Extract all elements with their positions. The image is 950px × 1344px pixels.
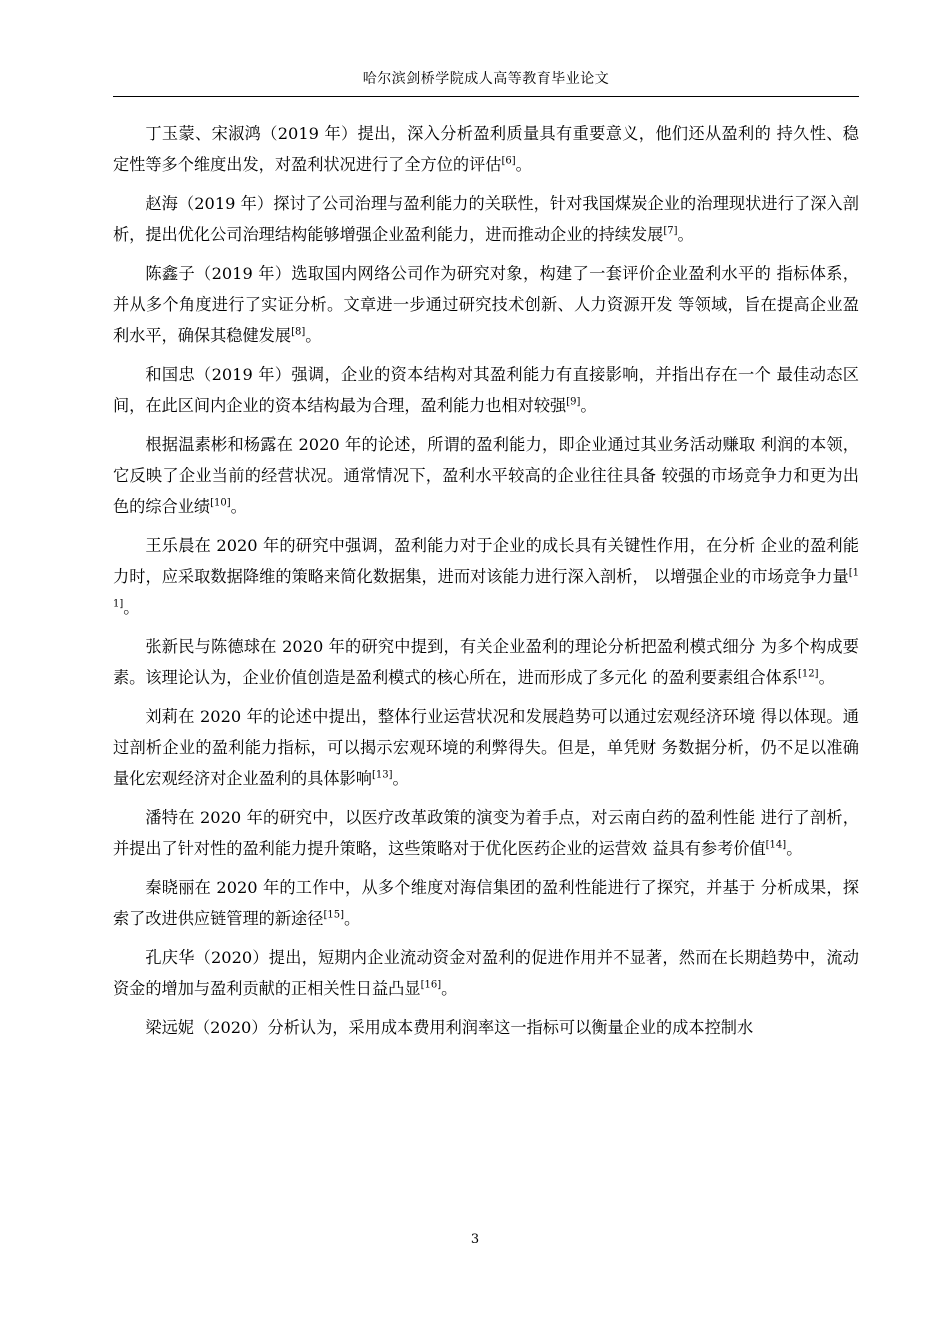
paragraph: 陈鑫子（2019 年）选取国内网络公司作为研究对象，构建了一套评价企业盈利水平的 指标体系，并从多个角度进行了实证分析。文章进一步通过研究技术创新、人力资源开发 等领域，旨在提高企业盈利水平，确保其稳健发展[8]。 <box>113 264 859 345</box>
paragraph: 梁远妮（2020）分析认为，采用成本费用利润率这一指标可以衡量企业的成本控制水 <box>145 1018 754 1037</box>
paragraph: 和国忠（2019 年）强调，企业的资本结构对其盈利能力有直接影响，并指出存在一个 最佳动态区间，在此区间内企业的资本结构最为合理，盈利能力也相对较强[9]。 <box>113 365 859 415</box>
paragraph: 根据温素彬和杨露在 2020 年的论述，所谓的盈利能力，即企业通过其业务活动赚取 利润的本领，它反映了企业当前的经营状况。通常情况下，盈利水平较高的企业往往具备 较强的市场竞争力和更为出色的综合业绩[10]。 <box>113 435 859 516</box>
paragraph: 张新民与陈德球在 2020 年的研究中提到，有关企业盈利的理论分析把盈利模式细分 为多个构成要素。该理论认为，企业价值创造是盈利模式的核心所在，进而形成了多元化 的盈利要素组合体系[12]。 <box>113 637 859 687</box>
citation-ref: [15] <box>323 909 344 921</box>
citation-ref: [6] <box>501 155 516 167</box>
citation-ref: [13] <box>372 769 393 781</box>
running-header: 哈尔滨剑桥学院成人高等教育毕业论文 <box>362 71 610 87</box>
paragraph: 赵海（2019 年）探讨了公司治理与盈利能力的关联性，针对我国煤炭企业的治理现状进行了深入剖析，提出优化公司治理结构能够增强企业盈利能力，进而推动企业的持续发展[7]。 <box>113 194 859 244</box>
citation-ref: [8] <box>291 326 306 338</box>
citation-ref: [10] <box>210 497 231 509</box>
citation-ref: [11] <box>113 567 859 610</box>
page-number: 3 <box>470 1232 480 1247</box>
header-rule <box>113 96 859 97</box>
body-text <box>113 118 859 1051</box>
paragraph: 王乐晨在 2020 年的研究中强调，盈利能力对于企业的成长具有关键性作用，在分析 企业的盈利能力时，应采取数据降维的策略来简化数据集，进而对该能力进行深入剖析， 以增强企业的市场竞争力量[11]。 <box>113 536 859 617</box>
citation-ref: [9] <box>566 396 581 408</box>
citation-ref: [14] <box>765 839 787 851</box>
paragraph: 丁玉蒙、宋淑鸿（2019 年）提出，深入分析盈利质量具有重要意义，他们还从盈利的 持久性、稳定性等多个维度出发，对盈利状况进行了全方位的评估[6]。 <box>113 124 859 174</box>
paragraph: 潘特在 2020 年的研究中，以医疗改革政策的演变为着手点，对云南白药的盈利性能 进行了剖析，并提出了针对性的盈利能力提升策略，这些策略对于优化医药企业的运营效 益具有参考价值[14]。 <box>113 808 859 858</box>
paragraph: 秦晓丽在 2020 年的工作中，从多个维度对海信集团的盈利性能进行了探究，并基于 分析成果，探索了改进供应链管理的新途径[15]。 <box>113 878 859 928</box>
citation-ref: [16] <box>420 979 442 991</box>
paragraph: 刘莉在 2020 年的论述中提出，整体行业运营状况和发展趋势可以通过宏观经济环境 得以体现。通过剖析企业的盈利能力指标，可以揭示宏观环境的利弊得失。但是，单凭财 务数据分析，仍不足以准确量化宏观经济对企业盈利的具体影响[13]。 <box>113 707 859 788</box>
citation-ref: [7] <box>663 225 678 237</box>
citation-ref: [12] <box>798 668 819 680</box>
paragraph: 孔庆华（2020）提出，短期内企业流动资金对盈利的促进作用并不显著，然而在长期趋势中，流动资金的增加与盈利贡献的正相关性日益凸显[16]。 <box>113 948 859 998</box>
